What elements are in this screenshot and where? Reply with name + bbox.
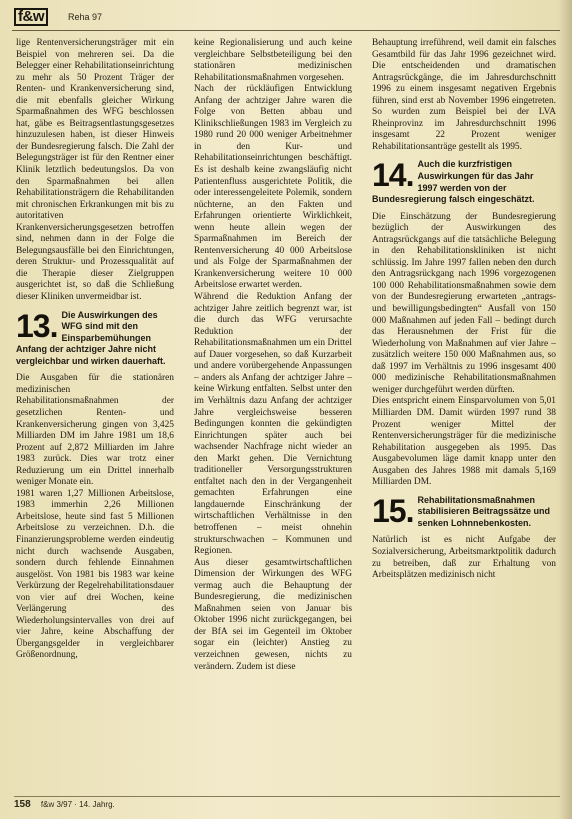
paragraph: Nach der rückläufigen Entwicklung Anfang der achtziger Jahre waren die Folge von Betten abbau und Klinikschließungen 1983 im Vergleich zu 1980 rund 20 000 weniger Arbeitnehmer in den Kur- und Rehabilitationseinrichtungen beschäftigt. Es ist deshalb keine zwangsläufig nicht Patientenfluss ausgerichtete Politik, die oder interessengeleitete Polemik, sondern nüchterne, an den Fakten und Erfahrungen orientierte Wirklichkeit, wenn heute allein wegen der Sparmaßnahmen im Bereich der Rentenversicherung 40 000 Arbeitslose und als Folge der Sparmaßnahmen der Krankenversicherung weitere 10 000 Arbeitslose erwartet werden. [194,84,352,291]
section-heading: Die Auswirkungen des WFG sind mit den Einsparbemühungen Anfang der achtziger Jahre nicht vergleichbar und wirken dauerhaft. [16,309,166,366]
section-15 [372,492,556,582]
paragraph: Die Ausgaben für die stationären medizinischen Rehabilitationsmaßnahmen der gesetzlichen Renten- und Krankenversicherung gingen von 3,425 Milliarden DM im Jahre 1981 um 18,6 Prozent auf 2,872 Milliarden im Jahre 1983 zurück. Dies war trotz einer Reduzierung um ein Drittel innerhalb weniger Monate ein. [16,373,174,488]
paragraph: Dies entspricht einem Einsparvolumen von 5,01 Milliarden DM. Damit würden 1997 rund 38 Prozent weniger Mittel der Rentenversicherungsträger für die medizinische Rehabilitation ausgegeben als 1995. Das Ausgabevolumen läge damit knapp unter den Ausgaben des Jahres 1988 mit damals 5,169 Milliarden DM. [372,396,556,488]
section-heading: Rehabilitationsmaßnahmen stabilisieren Beitragssätze und senken Lohnnebenkosten. [417,494,551,528]
text-column-3 [372,38,556,794]
section-number: 15. [372,492,414,529]
paragraph: Aus dieser gesamtwirtschaftlichen Dimension der Wirkungen des WFG vermag auch die Behauptung der Bundesregierung, die medizinischen Maßnahmen seien von Januar bis Oktober 1996 nicht zurückgegangen, bei der BfA sei im Gegenteil im Oktober sogar ein (leichter) Anstieg zu verzeichnen gewesen, nichts zu verändern. Zudem ist diese [194,557,352,672]
paragraph: Behauptung irreführend, weil damit ein falsches Gesamtbild für das Jahr 1996 gezeichnet wird. Die entscheidenden und dramatischen Antragsrückgänge, die im Jahresdurchschnitt 1996 zu einem insgesamt negativen Ergebnis führen, sind erst ab November 1996 eingetreten. So wurden zum Beispiel bei der LVA Rheinprovinz im Jahresdurchschnitt 1996 insgesamt 22 Prozent weniger Rehabilitationsanträge gestellt als 1995. [372,38,556,152]
paragraph: keine Regionalisierung und auch keine vergleichbare Selbstbeteiligung bei den stationären medizinischen Rehabilitationsmaßnahmen vorgesehen. [194,38,352,83]
section-heading: Auch die kurzfristigen Auswirkungen für das Jahr 1997 werden von der Bundesregierung falsch eingeschätzt. [372,159,535,205]
magazine-logo [14,8,48,26]
footer-rule [14,796,560,797]
section-number: 13. [16,307,58,344]
publication-info: f&w 3/97 · 14. Jahrg. [40,800,115,809]
text-column-1 [16,38,174,794]
section-14 [372,159,556,488]
paragraph: Während die Reduktion Anfang der achtziger Jahre zeitlich begrenzt war, ist die durch das WFG verursachte Reduktion der Rehabilitationsmaßnahmen um ein Drittel auf Dauer vorgesehen, so daß Kurzarbeit und andere vorübergehende Anpassungen – anders als Anfang der achtziger Jahre – keine Wirkung entfalten. Selbst unter den im Verhältnis dazu Anfang der achtziger Jahre vergleichsweise besseren Bedingungen konnten die gekündigten Einrichtungen später auch bei wachsender Nachfrage nicht wieder an den Markt gehen. Die Vernichtung traditioneller Versorgungsstrukturen entfaltet nach den in der Vergangenheit gemachten Erfahrungen eine langdauernde Einschränkung der wirtschaftlichen Verhältnisse in den betroffenen – meist ohnehin strukturschwachen – Kommunen und Regionen. [194,292,352,557]
paragraph: Natürlich ist es nicht Aufgabe der Sozialversicherung, Arbeitsmarktpolitik dadurch zu betreiben, daß zur Erhaltung von Arbeitsplätzen medizinisch nicht [372,535,556,581]
text-column-2 [194,38,352,794]
paragraph: lige Rentenversicherungsträger mit ein Beispiel von mehreren sei. Da die Belegger einer Rehabilitationseinrichtung zu mehr als 50 Prozent Träger der Renten- und Krankenversicherung sind, die mit ebenfalls gleicher Wirkung Sparmaßnahmen des WFG beschlossen hat, gäbe es Beitragsentlastungsgesetzes hinzuzulesen haben, ist dieser Hinweis der Bundesregierung falsch. Die Zahl der Belegungsträger ist für den Rentner einer Klinik letztlich bedeutungslos. Da von den Sparmaßnahmen bei allen Rehabilitationsträgern die Rehabilitanden mit chronischen Erkrankungen mit bis zu autoritativen Krankenversicherungsgesetzen betroffen sind, nehmen dann in der Folge die Belegungsausfälle bei den Einrichtungen, deren Struktur- und Prozessqualität auf die Therapie dieser Zielgruppen ausgerichtet ist, so daß die Schließung dieser Kliniken unvermeidbar ist. [16,38,174,303]
paragraph: Die Einschätzung der Bundesregierung bezüglich der Auswirkungen des Antragsrückgangs auf die tatsächliche Belegung in den Rehabilitationskliniken ist nicht schlüssig. Im Jahre 1997 fallen neben den durch den Antragsrückgang nach 1996 vorgezogenen 100 000 Rehabilitationsmaßnahmen sowie dem von der Bundesregierung erwarteten „antrags- und bewilligungsbedingten“ Ausfall von 150 000 Maßnahmen auf jeden Fall – bedingt durch das Herausnehmen der Frist für die Wiederholung von Maßnahmen auf vier Jahre – zusätzlich weitere 150 000 Maßnahmen aus, so daß 1997 im Verhältnis zu 1996 insgesamt 400 000 medizinische Rehabilitationsmaßnahmen weniger durchgeführt werden dürften. [372,211,556,395]
section-number: 14. [372,157,414,194]
binding-shadow [558,0,572,819]
page-number: 158 [14,799,31,810]
logo-text: f&w [14,8,48,26]
paragraph: 1981 waren 1,27 Millionen Arbeitslose, 1983 immerhin 2,26 Millionen Arbeitslose, heute sind fast 5 Millionen Arbeitslose zu verzeichnen. D.h. die Finanzierungsprobleme werden eindeutig nicht durch wachsende Ausgaben, sondern durch fehlende Einnahmen ausgelöst. Von 1981 bis 1983 war keine Verkürzung der Regelrehabilitationsdauer von vier auf drei Wochen, keine Verlängerung des Wiederholungsintervalles von drei auf vier Jahre, keine Abschaffung der Übergangsgelder in vergleichbarer Größenordnung, [16,488,174,661]
section-13 [16,307,174,662]
page-footer [14,799,560,813]
section-title: Reha 97 [68,12,103,22]
page-header [12,8,560,31]
